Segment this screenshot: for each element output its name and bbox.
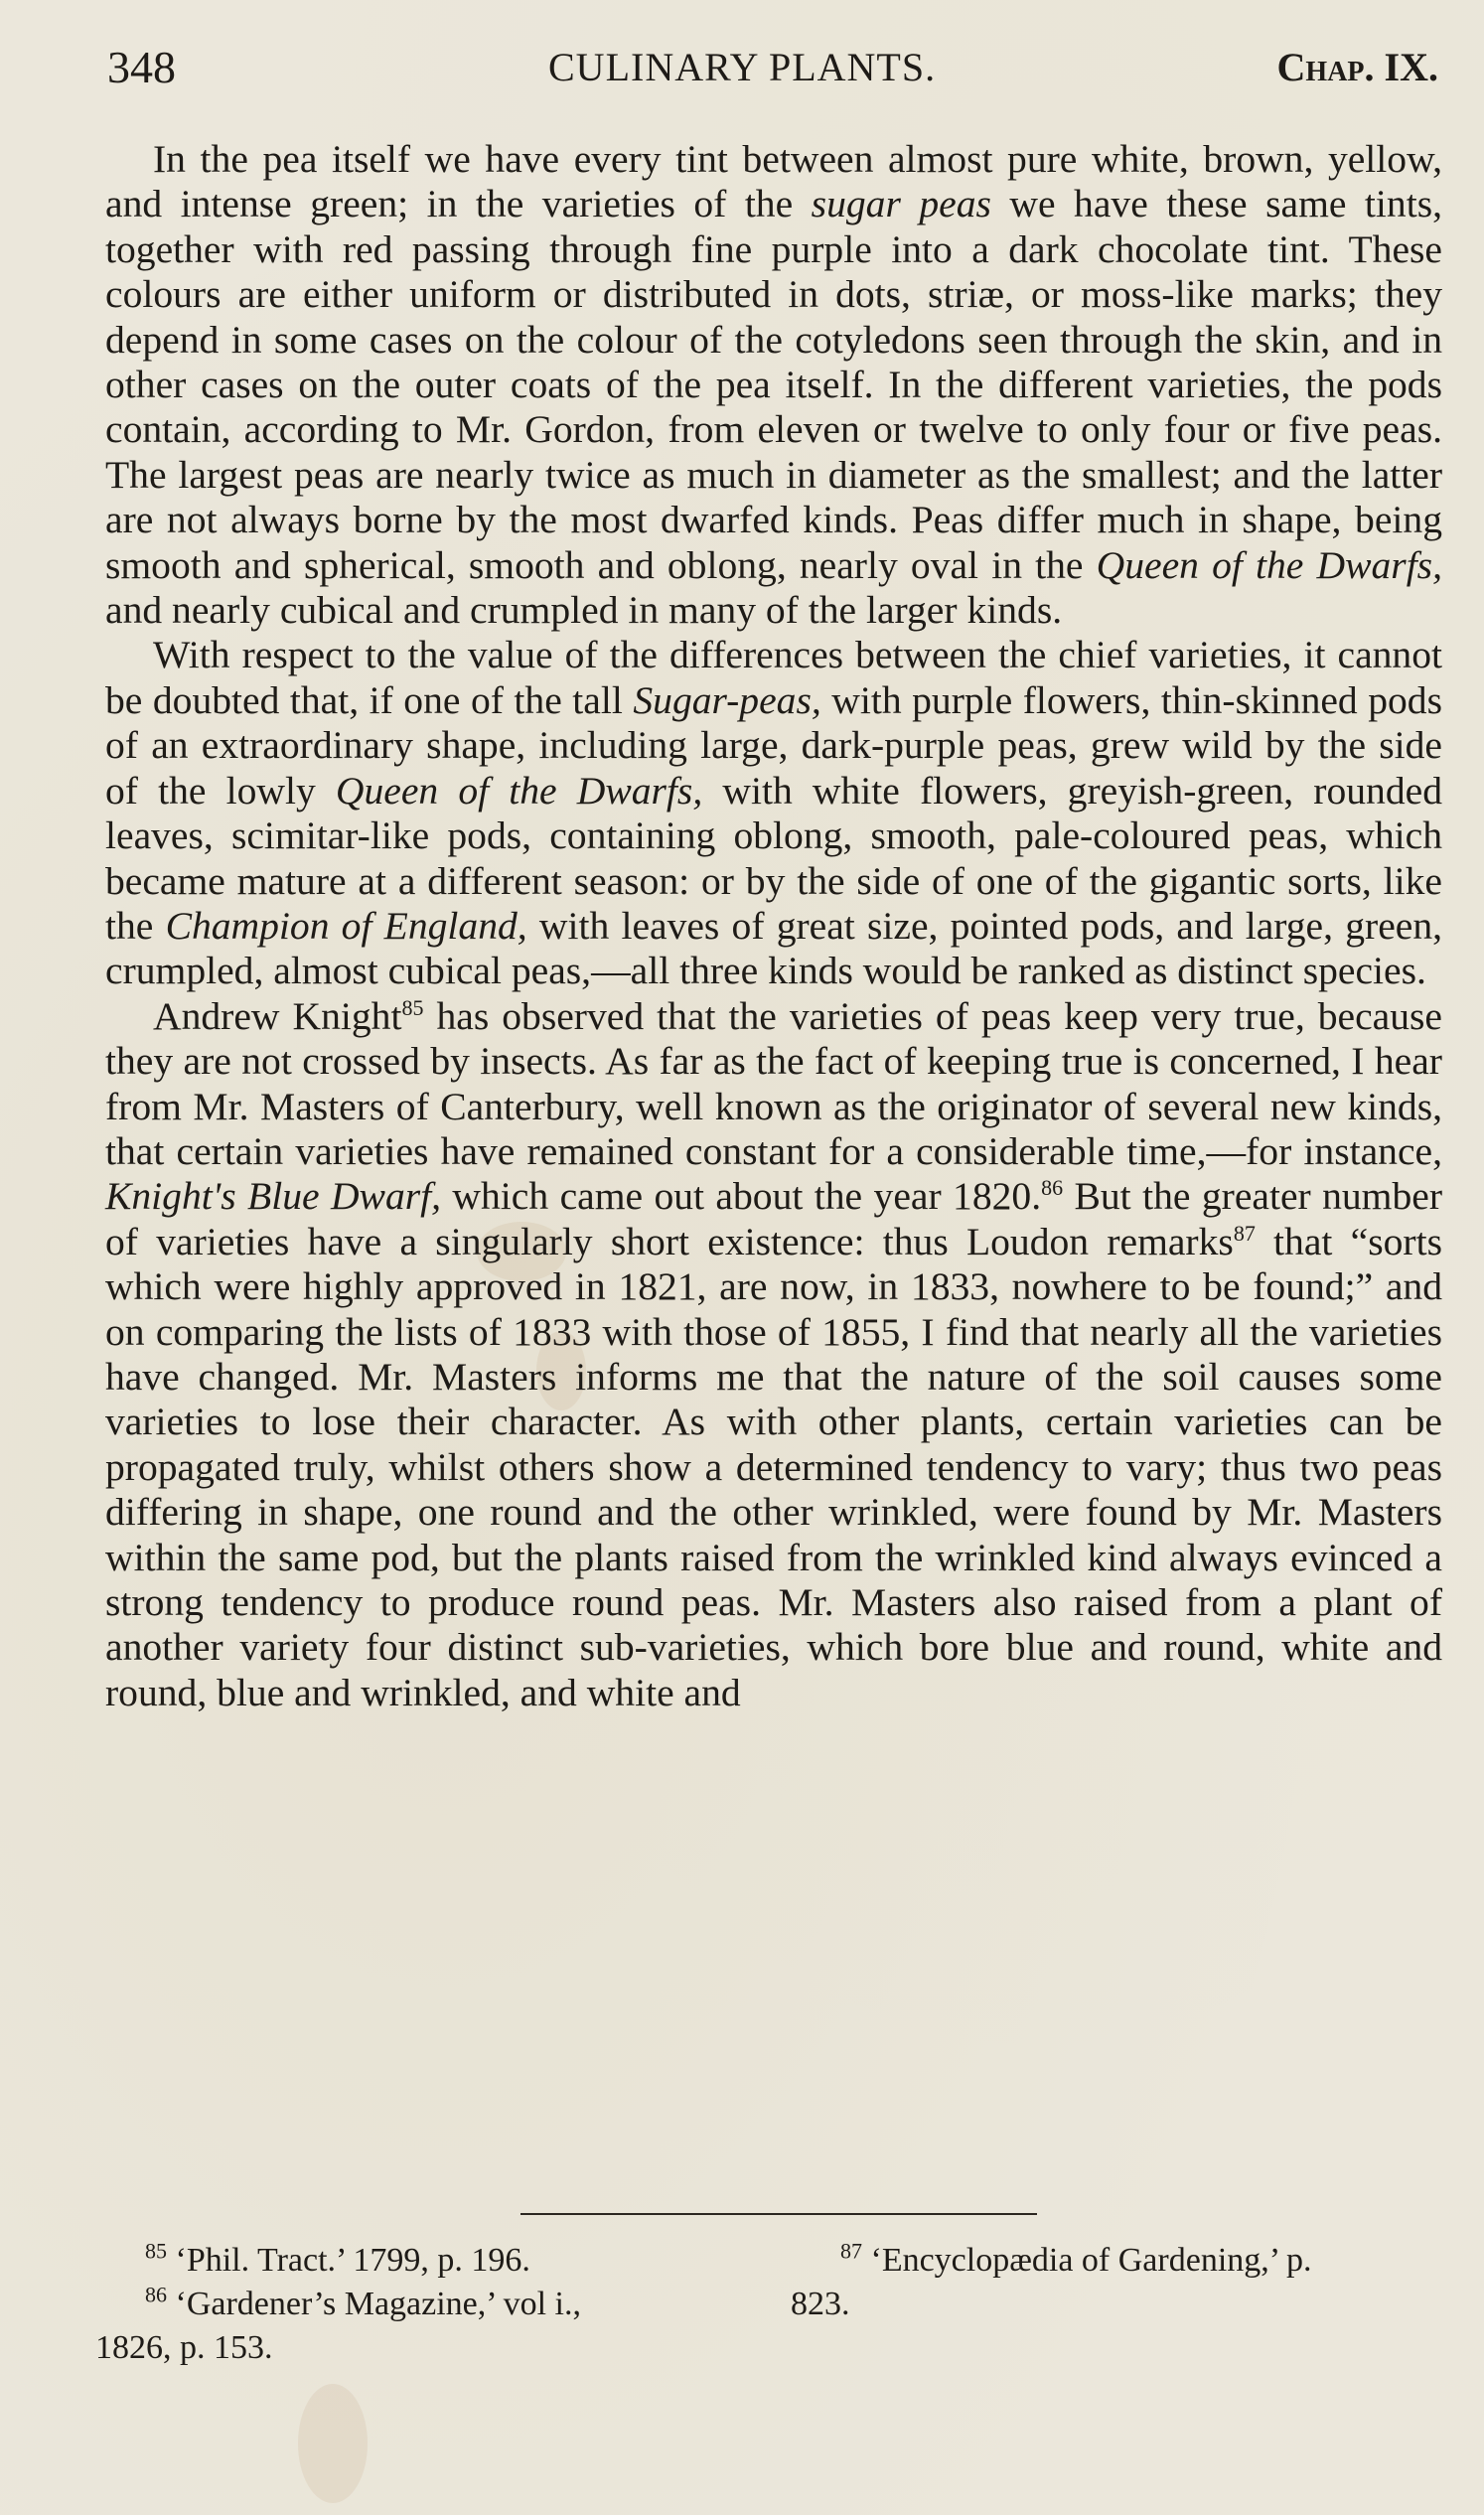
italic-text: Queen of the Dwarfs,	[335, 768, 703, 813]
text-run: that “sorts which were highly approved in 1821, are now, in 1833, nowhere to be found;” and on comparing the lists of 1833 with those of 1855, I find that nearly all the varieties have changed. Mr. Masters informs me that the nature of the soil causes some varieties to lose their character. As with other plants, certain varieties can be propagated truly, whilst others show a determined tendency to vary; thus two peas differing in shape, one round and the other wrinkled, were found by Mr. Masters within the same pod, but the plants raised from the wrinkled kind always evinced a strong tendency to produce round peas. Mr. Masters also raised from a plant of another variety four distinct sub-varieties, which bore blue and round, white and round, blue and wrinkled, and white and	[105, 1219, 1442, 1714]
page-header	[107, 38, 1438, 97]
italic-text: Champion of England,	[165, 903, 527, 948]
page-number: 348	[107, 42, 176, 92]
italic-text: Queen of the Dwarfs,	[1096, 542, 1442, 587]
text-run: In the pea itself we have every tint between almost pure white, brown, yellow, and intense green; in the varieties of the	[105, 137, 1442, 226]
footnote-reference: 86	[1041, 1175, 1064, 1201]
text-run: we have these same tints, together with red passing through fine purple into a dark chocolate tint. These colours are either uniform or distributed in dots, striæ, or moss-like marks; they depend in some cases on the colour of the cotyledons seen through the skin, and in other cases on the outer coats of the pea itself. In the different varieties, the pods contain, according to Mr. Gordon, from eleven or twelve to only four or five peas. The largest peas are nearly twice as much in diameter as the smallest; and the latter are not always borne by the most dwarfed kinds. Peas differ much in shape, being smooth and spherical, smooth and oblong, nearly oval in the	[105, 182, 1442, 587]
paragraph	[105, 633, 1442, 993]
footnote-86-continued: 1826, p. 153.	[95, 2329, 273, 2366]
footnote-86	[95, 2283, 791, 2326]
text-run: has observed that the varieties of peas keep very true, because they are not crossed by insects. As far as the fact of keeping true is concerned, I hear from Mr. Masters of Canterbury, well known as the originator of several new kinds, that certain varieties have remained constant for a considerable time,—for instance,	[105, 993, 1443, 1173]
footnotes-right-column	[791, 2239, 1426, 2326]
footnote-text: ‘Phil. Tract.’ 1799, p. 196.	[175, 2242, 530, 2279]
footnote-mark: 85	[145, 2238, 167, 2264]
running-head: CULINARY PLANTS.	[548, 45, 937, 89]
footnote-mark: 86	[145, 2282, 167, 2307]
chapter-label: Chap. IX.	[1276, 45, 1438, 89]
italic-text: Knight's Blue Dwarf,	[105, 1174, 442, 1219]
footnote-87-continued: 823.	[791, 2286, 850, 2322]
footnote-reference: 85	[401, 994, 424, 1020]
italic-text: Sugar-peas,	[633, 677, 821, 722]
text-run: which came out about the year 1820.	[441, 1174, 1042, 1219]
text-run: and nearly cubical and crumpled in many of the larger kinds.	[105, 588, 1063, 633]
paragraph	[105, 994, 1442, 1716]
footnote-mark: 87	[840, 2238, 862, 2264]
footnote-85	[95, 2239, 791, 2283]
italic-text: sugar peas	[811, 182, 991, 226]
text-run: with white flowers, greyish-green, rounded leaves, scimitar-like pods, containing oblong, smooth, pale-coloured peas, which became mature at a different season: or by the side of one of the gigantic sorts, like the	[105, 768, 1442, 948]
text-run: With respect to the value of the differences between the chief varieties, it cannot be doubted that, if one of the tall	[105, 633, 1442, 722]
footnote-87	[791, 2239, 1426, 2283]
footnotes-left-column	[95, 2239, 791, 2370]
text-run: Andrew Knight	[153, 993, 402, 1038]
body-text	[105, 137, 1442, 1715]
footnote-rule	[520, 2213, 1037, 2215]
paragraph	[105, 137, 1442, 633]
text-run: But the greater number of varieties have a singularly short existence: thus Loudon remarks	[105, 1174, 1442, 1263]
text-run: with leaves of great size, pointed pods, and large, green, crumpled, almost cubical peas,—all three kinds would be ranked as distinct species.	[105, 903, 1443, 993]
paper-stain	[298, 2384, 368, 2503]
footnote-text: ‘Encyclopædia of Gardening,’ p.	[870, 2242, 1312, 2279]
footnote-text: ‘Gardener’s Magazine,’ vol i.,	[175, 2286, 581, 2322]
text-run: with purple flowers, thin-skinned pods of an extraordinary shape, including large, dark-purple peas, grew wild by the side of the lowly	[105, 677, 1442, 813]
footnote-reference: 87	[1233, 1220, 1256, 1246]
